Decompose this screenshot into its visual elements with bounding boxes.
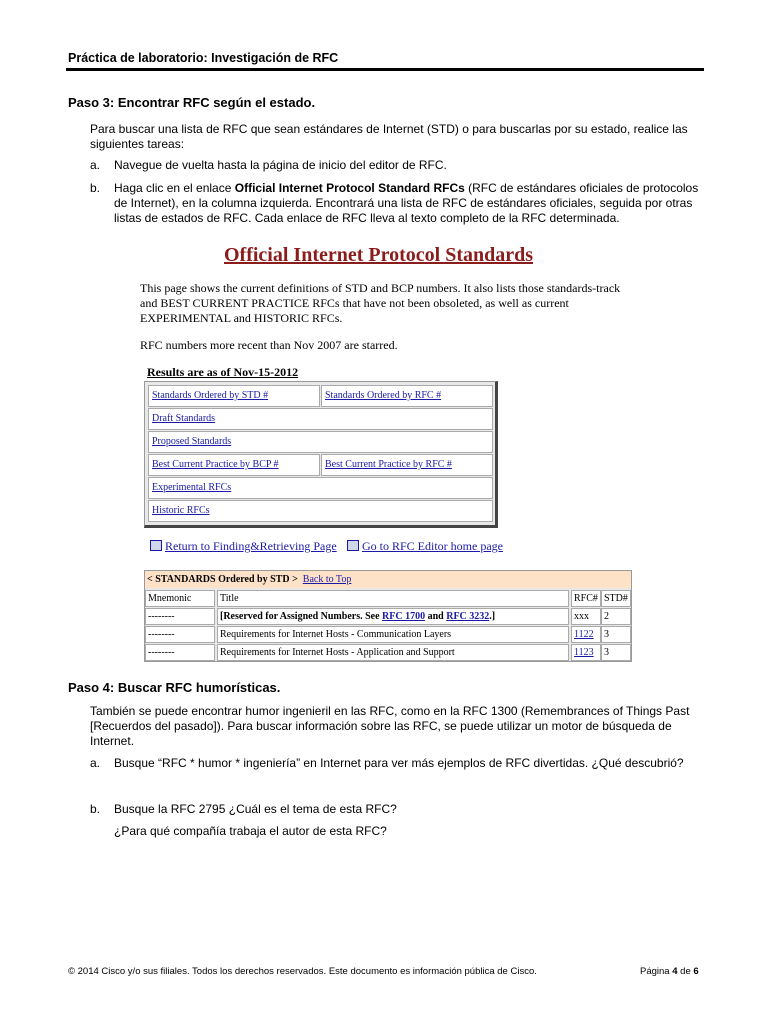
standards-heading-text: < STANDARDS Ordered by STD > bbox=[147, 574, 298, 585]
screenshot-intro: This page shows the current definitions of STD and BCP numbers. It also lists those standards-track and BEST CURRENT PRACTICE RFCs that have not been obsoleted, as well as current EXPERIMENTAL and HISTORIC RFCs. bbox=[140, 281, 621, 325]
page-header-title: Práctica de laboratorio: Investigación de RFC bbox=[68, 51, 339, 65]
link-proposed-standards[interactable]: Proposed Standards bbox=[148, 431, 493, 453]
row-mnemonic: -------- bbox=[145, 626, 215, 643]
col-rfc: RFC# bbox=[571, 590, 601, 607]
footer-page-total: 6 bbox=[693, 966, 699, 977]
go-to-rfc-editor-home[interactable] bbox=[347, 539, 503, 554]
step3-item-b-pre: Haga clic en el enlace bbox=[114, 181, 235, 195]
rfc-standards-screenshot bbox=[140, 240, 630, 660]
footer-page-number bbox=[640, 966, 699, 977]
step3-item-b-post: (RFC de estándares oficiales de protocolos de Internet), en la columna izquierda. Encontrará una lista de RFC de estándares oficiales, seguida por otras listas de estados de RFC. Cada enlace de RFC lleva al texto completo de la RFC determinada. bbox=[114, 181, 699, 225]
step4-item-b-text: Busque la RFC 2795 ¿Cuál es el tema de esta RFC? bbox=[114, 802, 397, 816]
row-rfc-link[interactable]: 1123 bbox=[571, 644, 601, 661]
table-row bbox=[145, 608, 631, 625]
return-finding-retrieving[interactable] bbox=[150, 539, 337, 554]
step4-item-b2-text: ¿Para qué compañía trabaja el autor de esta RFC? bbox=[114, 824, 387, 838]
step3-title: Paso 3: Encontrar RFC según el estado. bbox=[68, 95, 316, 110]
row-std: 2 bbox=[601, 608, 631, 625]
row-title: Requirements for Internet Hosts - Application and Support bbox=[217, 644, 569, 661]
row-mnemonic: -------- bbox=[145, 644, 215, 661]
step3-item-a-text: Navegue de vuelta hasta la página de inicio del editor de RFC. bbox=[114, 158, 447, 172]
step3-item-a-label: a. bbox=[90, 158, 101, 172]
page-back-icon bbox=[150, 540, 162, 551]
step4-item-a-text: Busque “RFC * humor * ingeniería” en Internet para ver más ejemplos de RFC divertidas. ¿Qué descubrió? bbox=[114, 756, 684, 770]
step4-item-b-label: b. bbox=[90, 802, 101, 816]
screenshot-title: Official Internet Protocol Standards bbox=[224, 244, 534, 266]
table-row bbox=[145, 644, 631, 661]
link-draft-standards[interactable]: Draft Standards bbox=[148, 408, 493, 430]
step4-item-a-label: a. bbox=[90, 756, 101, 770]
link-bcp-by-bcp[interactable]: Best Current Practice by BCP # bbox=[148, 454, 320, 476]
standards-table bbox=[144, 570, 632, 662]
link-historic-rfcs[interactable]: Historic RFCs bbox=[148, 500, 493, 522]
step3-item-b-text bbox=[114, 181, 704, 226]
screenshot-note: RFC numbers more recent than Nov 2007 are starred. bbox=[140, 338, 398, 352]
link-bcp-by-rfc[interactable]: Best Current Practice by RFC # bbox=[321, 454, 493, 476]
row-title-post: .] bbox=[489, 611, 496, 622]
row-std: 3 bbox=[601, 626, 631, 643]
row-rfc-link[interactable]: 1122 bbox=[571, 626, 601, 643]
link-experimental-rfcs[interactable]: Experimental RFCs bbox=[148, 477, 493, 499]
table-row bbox=[145, 626, 631, 643]
col-std: STD# bbox=[601, 590, 631, 607]
row-rfc: xxx bbox=[571, 608, 601, 625]
col-mnemonic: Mnemonic bbox=[145, 590, 215, 607]
step3-intro: Para buscar una lista de RFC que sean estándares de Internet (STD) o para buscarlas por su estado, realice las siguientes tareas: bbox=[90, 122, 688, 151]
footer-page-pre: Página bbox=[640, 966, 673, 977]
footer-page-mid: de bbox=[677, 966, 694, 977]
standards-table-heading bbox=[145, 571, 631, 588]
rfc-3232-link[interactable]: RFC 3232 bbox=[446, 611, 490, 622]
footer-copyright: © 2014 Cisco y/o sus filiales. Todos los derechos reservados. Este documento es información pública de Cisco. bbox=[68, 966, 537, 977]
row-mnemonic: -------- bbox=[145, 608, 215, 625]
rfc-1700-link[interactable]: RFC 1700 bbox=[382, 611, 426, 622]
row-std: 3 bbox=[601, 644, 631, 661]
footer-page-num: 4 bbox=[672, 966, 678, 977]
header-rule bbox=[66, 68, 704, 71]
link-standards-by-std[interactable]: Standards Ordered by STD # bbox=[148, 385, 320, 407]
return-link-text[interactable]: Return to Finding&Retrieving Page bbox=[165, 539, 337, 553]
step3-item-b-bold: Official Internet Protocol Standard RFCs bbox=[234, 181, 465, 195]
step4-title: Paso 4: Buscar RFC humorísticas. bbox=[68, 680, 281, 695]
home-page-icon bbox=[347, 540, 359, 551]
results-heading: Results are as of Nov-15-2012 bbox=[147, 365, 299, 379]
link-standards-by-rfc[interactable]: Standards Ordered by RFC # bbox=[321, 385, 493, 407]
col-title: Title bbox=[217, 590, 569, 607]
step3-item-b-label: b. bbox=[90, 181, 101, 195]
row-title-mid: and bbox=[425, 611, 447, 622]
row-title bbox=[217, 608, 569, 625]
back-to-top-link[interactable]: Back to Top bbox=[302, 574, 352, 585]
table-header-row bbox=[145, 590, 631, 607]
row-title-pre: [Reserved for Assigned Numbers. See bbox=[220, 611, 383, 622]
row-title: Requirements for Internet Hosts - Communication Layers bbox=[217, 626, 569, 643]
step4-intro: También se puede encontrar humor ingenieril en las RFC, como en la RFC 1300 (Remembrances of Things Past [Recuerdos del pasado]). Para buscar información sobre las RFC, se puede utilizar un motor de búsqueda de Internet. bbox=[90, 704, 690, 748]
editor-link-text[interactable]: Go to RFC Editor home page bbox=[362, 539, 503, 553]
standards-nav-table bbox=[144, 381, 498, 528]
